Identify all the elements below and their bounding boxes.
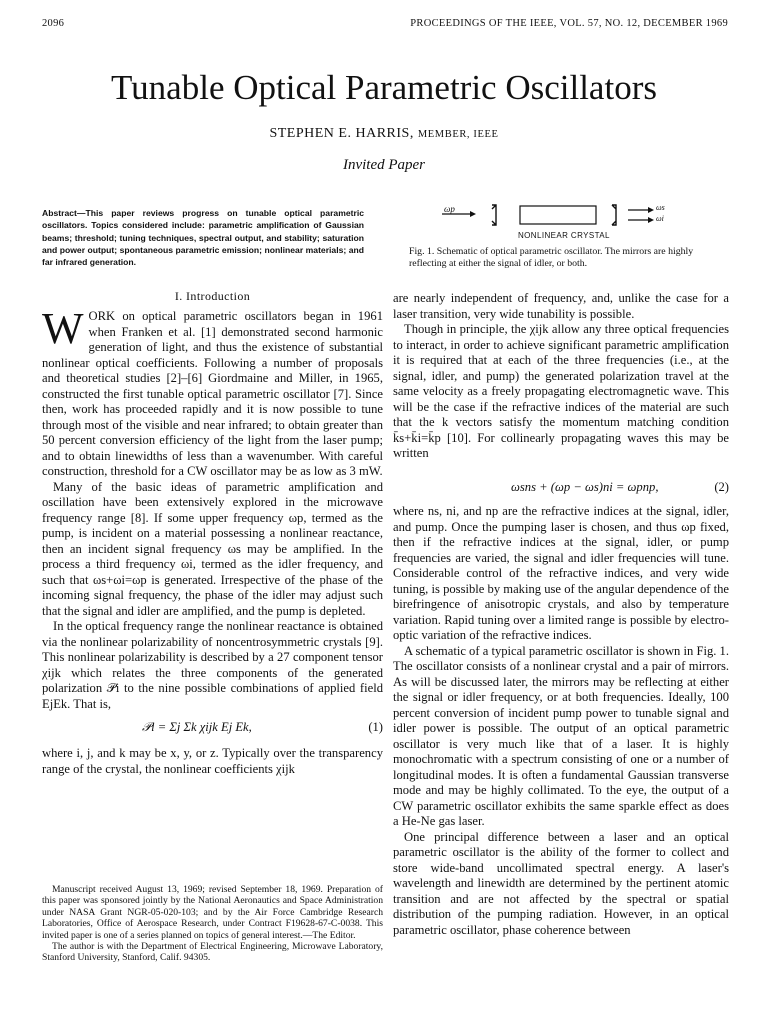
left-column-body [42, 304, 383, 777]
idler-label: ωi [656, 214, 664, 223]
paragraph-1-text: ORK on optical parametric oscillators began in 1961 when Franken et al. [1] demonstrated second harmonic generation of light, and thus the existence of substantial nonlinear optical coefficients. Following a number of proposals and theoretical studies [2]–[6] Giordmaine and Miller, in 1965, constructed the first tunable optical parametric oscillator [7]. Since then, work has proceeded rapidly and it is now possible to tune through most of the visible and near infrared; to obtain greater than 50 percent conversion efficiency of the light from the laser pump; and to obtain linewidths of less than a wavenumber. With careful construction, threshold for a CW oscillator may be as low as 3 mW. [42, 309, 383, 478]
author-line [0, 126, 768, 142]
paragraph-2: Many of the basic ideas of parametric amplification and oscillation have been extensively explored in the microwave frequency range [8]. If some upper frequency ωp, termed as the pump, is incident on a material possessing a nonlinear reactance, then an incident signal frequency ωs may be amplified. In the process a third frequency ωi, termed as the idler frequency, and such that ωs+ωi=ωp is generated. Irrespective of the phase of the incoming signal frequency, the phase of the idler may adjust such that the signal and idler are amplified, and the pump is depleted. [42, 479, 383, 618]
equation-1-number: (1) [368, 720, 383, 734]
paragraph-4: where i, j, and k may be x, y, or z. Typically over the transparency range of the crystal, the nonlinear coefficients χijk [42, 746, 383, 776]
paragraph-9: One principal difference between a laser and an optical parametric oscillator is the ability of the former to collect and store wide-band uncollimated spectral energy. A laser's wavelength and linewidth are determined by the pertinent atomic transition and are not affected by the spectral or spatial distribution of the pumping radiation. However, in an optical parametric oscillator, phase coherence between [393, 829, 729, 937]
crystal-label: NONLINEAR CRYSTAL [518, 231, 610, 240]
pump-label: ωp [444, 204, 455, 214]
equation-1-row [42, 712, 383, 746]
signal-label: ωs [656, 203, 665, 212]
paragraph-6: Though in principle, the χijk allow any three optical frequencies to interact, in order to achieve significant parametric amplification it is required that at each of the three frequencies (i.e., at the signal, idler, and pump) the generated polarization travel at the same velocity as a freely propagating electromagnetic wave. This will be the case if the refractive indices of the material are such that the k vectors satisfy the momentum matching condition k̄s+k̄i=k̄p [10]. For collinearly propagating waves this may be written [393, 322, 729, 460]
paragraph-5: are nearly independent of frequency, and, unlike the case for a laser transition, very wide tunability is possible. [393, 291, 729, 321]
page-number: 2096 [42, 18, 65, 29]
figure-caption: Fig. 1. Schematic of optical parametric oscillator. The mirrors are highly reflecting at either the signal of idler, or both. [409, 246, 694, 269]
equation-2-number: (2) [714, 480, 729, 494]
section-heading: I. Introduction [174, 289, 251, 303]
footnote-manuscript: Manuscript received August 13, 1969; revised September 18, 1969. Preparation of this paper was sponsored jointly by the National Aeronautics and Space Administration under NASA Grant NGR-05-020-103; and by the Air Force Cambridge Research Laboratories, Office of Aerospace Research, under Contract F19628-67-C-0038. This invited paper is one of a series planned on topics of general interest.—The Editor. [42, 884, 383, 941]
paper-title: Tunable Optical Parametric Oscillators [111, 68, 657, 107]
drop-cap: W [42, 304, 84, 353]
paragraph-7: where ns, ni, and np are the refractive indices at the signal, idler, and pump. Once the pumping laser is chosen, and thus ωp fixed, then if the refractive indices at the signal, idler, or pump frequencies are varied, the signal and idler frequencies will tune. Considerable control of the refractive indices, and very wide tuning, is possible by making use of the angular dependence of the birefringence of anisotropic crystals, and also by temperature variation. Rapid tuning over a limited range is possible by electro-optic variation of the refractive indices. [393, 504, 729, 642]
equation-2: ωsns + (ωp − ωs)ni = ωpnp, [511, 480, 659, 494]
paragraph-3: In the optical frequency range the nonlinear reactance is obtained via the nonlinear polarizability of noncentrosymmetric crystals [9]. This nonlinear polarizability is described by a 27 component tensor χijk which relates the three components of the generated polarization 𝒫i to the nine possible combinations of applied field EjEk. That is, [42, 619, 383, 711]
paragraph-1 [42, 304, 383, 480]
paragraph-8: A schematic of a typical parametric oscillator is shown in Fig. 1. The oscillator consists of a nonlinear crystal and a pair of mirrors. As will be discussed later, the mirrors may be reflecting at either the signal or idler frequency, or at both frequencies. Ideally, 100 percent conversion of incident pump power to tunable signal and idler power is possible. The output of an optical parametric oscillator is very much like that of a laser. It is highly monochromatic with a spectrum consisting of one or a number of longitudinal modes. It is often a fundamental Gaussian transverse mode and may be highly collimated. To the eye, the output of a CW parametric oscillator exhibits the same sparkle effect as does a He-Ne gas laser. [393, 643, 729, 828]
footnote-affiliation: The author is with the Department of Electrical Engineering, Microwave Laboratory, Stanford University, Stanford, Calif. 94305. [42, 941, 383, 964]
journal-header: PROCEEDINGS OF THE IEEE, VOL. 57, NO. 12, DECEMBER 1969 [410, 18, 728, 29]
author-membership: MEMBER, IEEE [417, 129, 499, 140]
equation-1: 𝒫i = Σj Σk χijk Ej Ek, [142, 720, 252, 734]
author-name: STEPHEN E. HARRIS, [269, 126, 414, 141]
right-column-top [393, 291, 729, 462]
footnote [42, 884, 383, 964]
equation-2-row [393, 477, 729, 499]
paper-type: Invited Paper [342, 157, 426, 173]
right-column-bottom [393, 504, 729, 938]
abstract: Abstract—This paper reviews progress on tunable optical parametric oscillators. Topics considered include: parametric amplification of Gaussian beams; threshold; tuning techniques, spectral output, and stability; saturation and power output; spontaneous parametric emission; nonlinear materials; and far infrared generation. [42, 208, 364, 268]
